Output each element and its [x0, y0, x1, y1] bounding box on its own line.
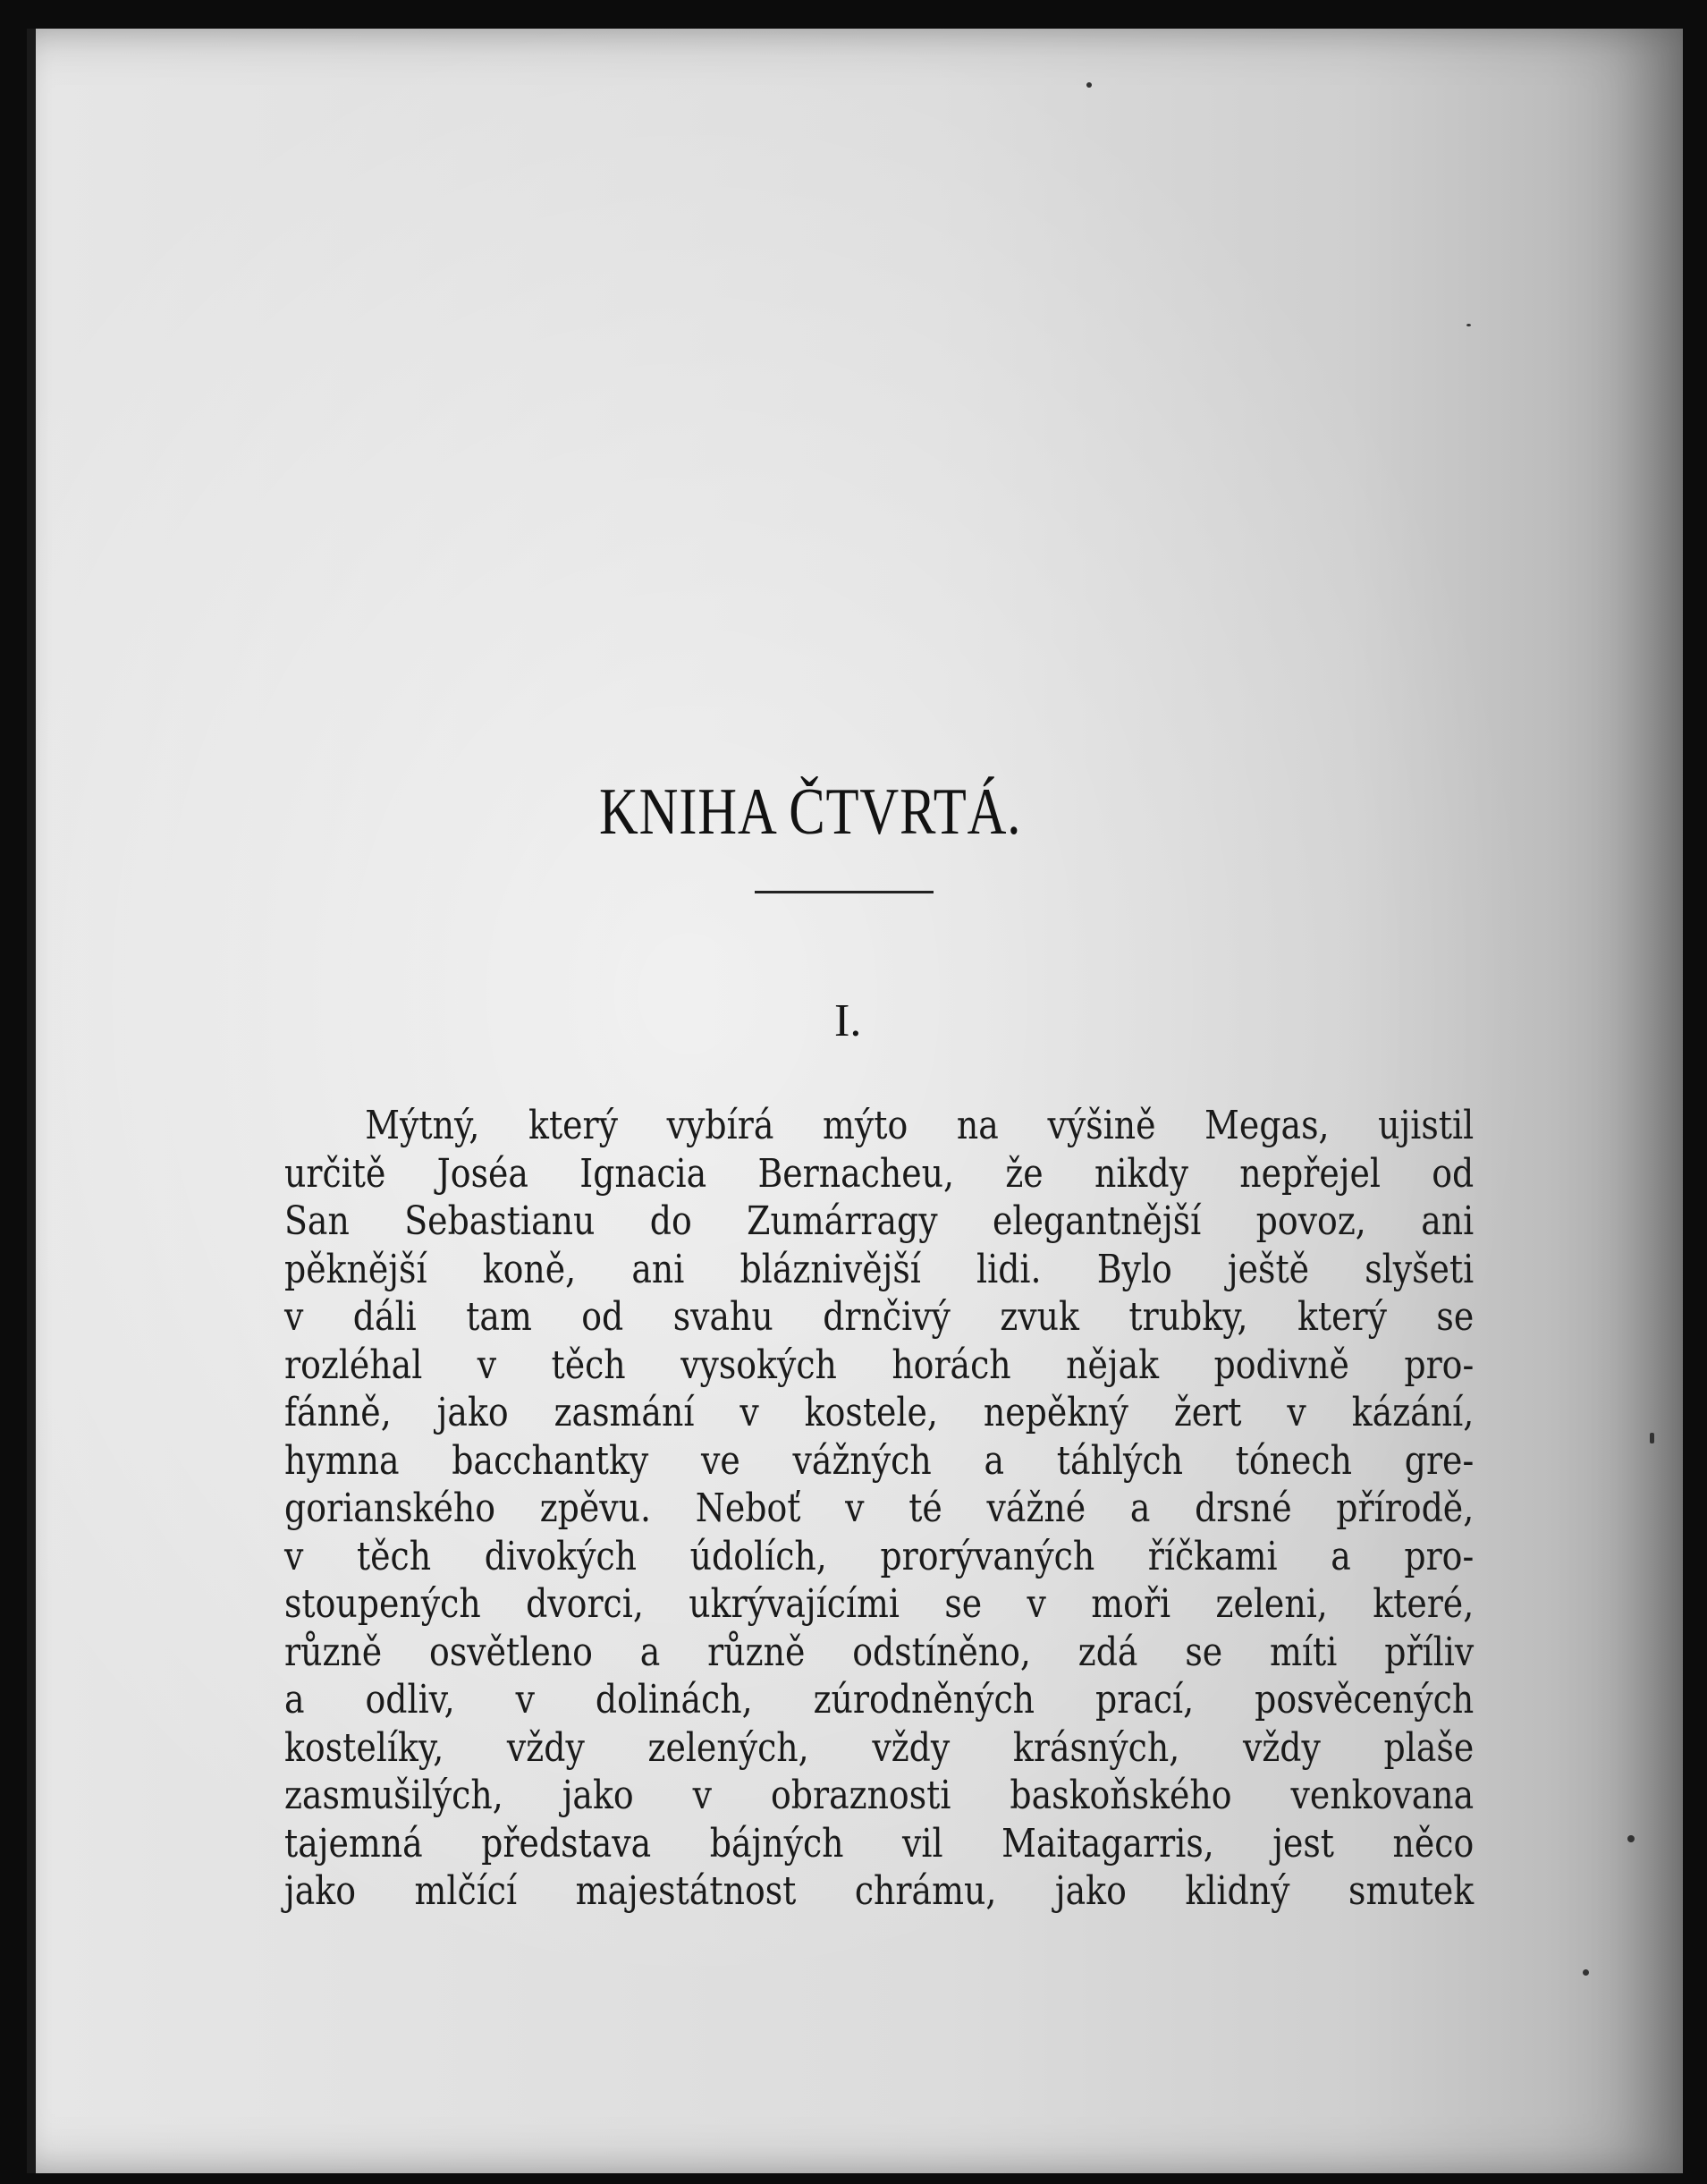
paragraph-line: gorianského zpěvu. Neboť v té vážné a drsné přírodě, — [284, 1486, 1475, 1531]
paragraph-line: pěknější koně, ani bláznivější lidi. Bylo ještě slyšeti — [284, 1246, 1475, 1292]
paragraph-line: tajemná představa bájných vil Maitagarris, jest něco — [284, 1820, 1475, 1867]
print-speck — [1086, 82, 1092, 88]
paragraph-line: v těch divokých údolích, prorývaných říčkami a pro- — [284, 1533, 1475, 1579]
paragraph-line: a odliv, v dolinách, zúrodněných prací, posvěcených — [284, 1677, 1475, 1723]
title-divider — [755, 891, 934, 893]
paragraph-line: Mýtný, který vybírá mýto na výšině Megas, ujistil — [365, 1103, 1475, 1148]
chapter-number: I. — [834, 995, 862, 1046]
paragraph-line: stoupených dvorci, ukrývajícími se v moři zeleni, které, — [284, 1581, 1475, 1627]
paragraph-line: jako mlčící majestátnost chrámu, jako klidný smutek — [284, 1868, 1475, 1914]
print-speck — [1627, 1835, 1635, 1842]
paragraph-line: San Sebastianu do Zumárragy elegantnější povoz, ani — [284, 1198, 1475, 1244]
paragraph-line: hymna bacchantky ve vážných a táhlých tónech gre- — [284, 1437, 1475, 1484]
print-speck — [1650, 1433, 1654, 1443]
paragraph-line: různě osvětleno a různě odstíněno, zdá se míti příliv — [284, 1629, 1475, 1675]
book-title: KNIHA ČTVRTÁ. — [599, 775, 1022, 849]
print-speck — [1583, 1969, 1589, 1976]
chapter-paragraph — [284, 1102, 1474, 1916]
book-page — [27, 29, 1683, 2173]
page-left-edge — [27, 29, 36, 2173]
paragraph-line: fánně, jako zasmání v kostele, nepěkný žert v kázání, — [284, 1390, 1475, 1435]
paragraph-line: zasmušilých, jako v obraznosti baskoňského venkovana — [284, 1773, 1475, 1818]
paragraph-line: určitě Joséa Ignacia Bernacheu, že nikdy nepřejel od — [284, 1150, 1475, 1197]
paragraph-line: rozléhal v těch vysokých horách nějak podivně pro- — [284, 1342, 1475, 1388]
paragraph-line: v dáli tam od svahu drnčivý zvuk trubky, který se — [284, 1294, 1475, 1340]
print-speck — [1466, 324, 1471, 326]
paragraph-line: kostelíky, vždy zelených, vždy krásných, vždy plaše — [284, 1724, 1475, 1771]
